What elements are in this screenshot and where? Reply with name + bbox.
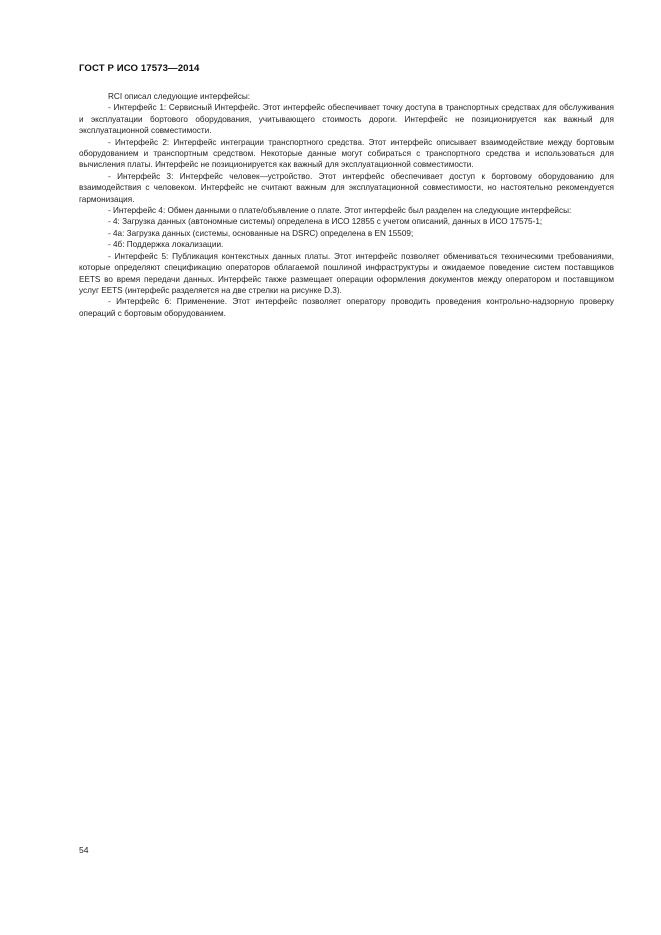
interface-1-paragraph: - Интерфейс 1: Сервисный Интерфейс. Этот интерфейс обеспечивает точку доступа в транспортных средствах для обслуживания и эксплуатации бортового оборудования, учитывающего стоимость дороги. Интерфейс не позиционируется как важный для эксплуатационной совместимости.: [79, 103, 614, 136]
interface-4a-sub-item: - 4а: Загрузка данных (системы, основанные на DSRC) определена в EN 15509;: [108, 228, 414, 238]
interface-6-paragraph: - Интерфейс 6: Применение. Этот интерфейс позволяет оператору проводить проведения контрольно-надзорную проверку операций с бортовым оборудованием.: [79, 297, 614, 318]
document-body: [79, 91, 614, 319]
interface-3-paragraph: - Интерфейс 3: Интерфейс человек—устройство. Этот интерфейс обеспечивает доступ к бортовому оборудованию для взаимодействия с человеком. Интерфейс не считают важным для эксплуатационной совместимости, но настоятельно рекомендуется гармонизация.: [79, 171, 614, 204]
page-header-standard-id: ГОСТ Р ИСО 17573—2014: [79, 63, 200, 74]
intro-paragraph: RCI описал следующие интерфейсы:: [108, 92, 251, 101]
interface-4-paragraph: - Интерфейс 4: Обмен данными о плате/объявление о плате. Этот интерфейс был разделен на следующие интерфейсы:: [108, 206, 572, 216]
interface-4b-sub-item: - 4б: Поддержка локализации.: [108, 240, 224, 250]
interface-5-paragraph: - Интерфейс 5: Публикация контекстных данных платы. Этот интерфейс позволяет обмениваться техническими требованиями, которые определяют спецификацию операторов облагаемой пошлиной инфраструктуры и ожидаемое поведение систем поставщиков EETS во время передачи данных. Интерфейс также размещает операции оформления документов между оператором и поставщиком услуг EETS (интерфейс разделяется на две стрелки на рисунке D.3).: [79, 251, 614, 295]
interface-4-sub-item: - 4: Загрузка данных (автономные системы) определена в ИСО 12855 с учетом описаний, данных в ИСО 17575-1;: [108, 217, 543, 227]
page-number: 54: [79, 845, 89, 855]
interface-2-paragraph: - Интерфейс 2: Интерфейс интеграции транспортного средства. Этот интерфейс описывает взаимодействие между бортовым оборудованием и транспортным средством. Некоторые данные могут собираться с транспортного средства и использоваться для вычисления платы. Интерфейс не позиционируется как важный для эксплуатационной совместимости.: [79, 137, 614, 170]
